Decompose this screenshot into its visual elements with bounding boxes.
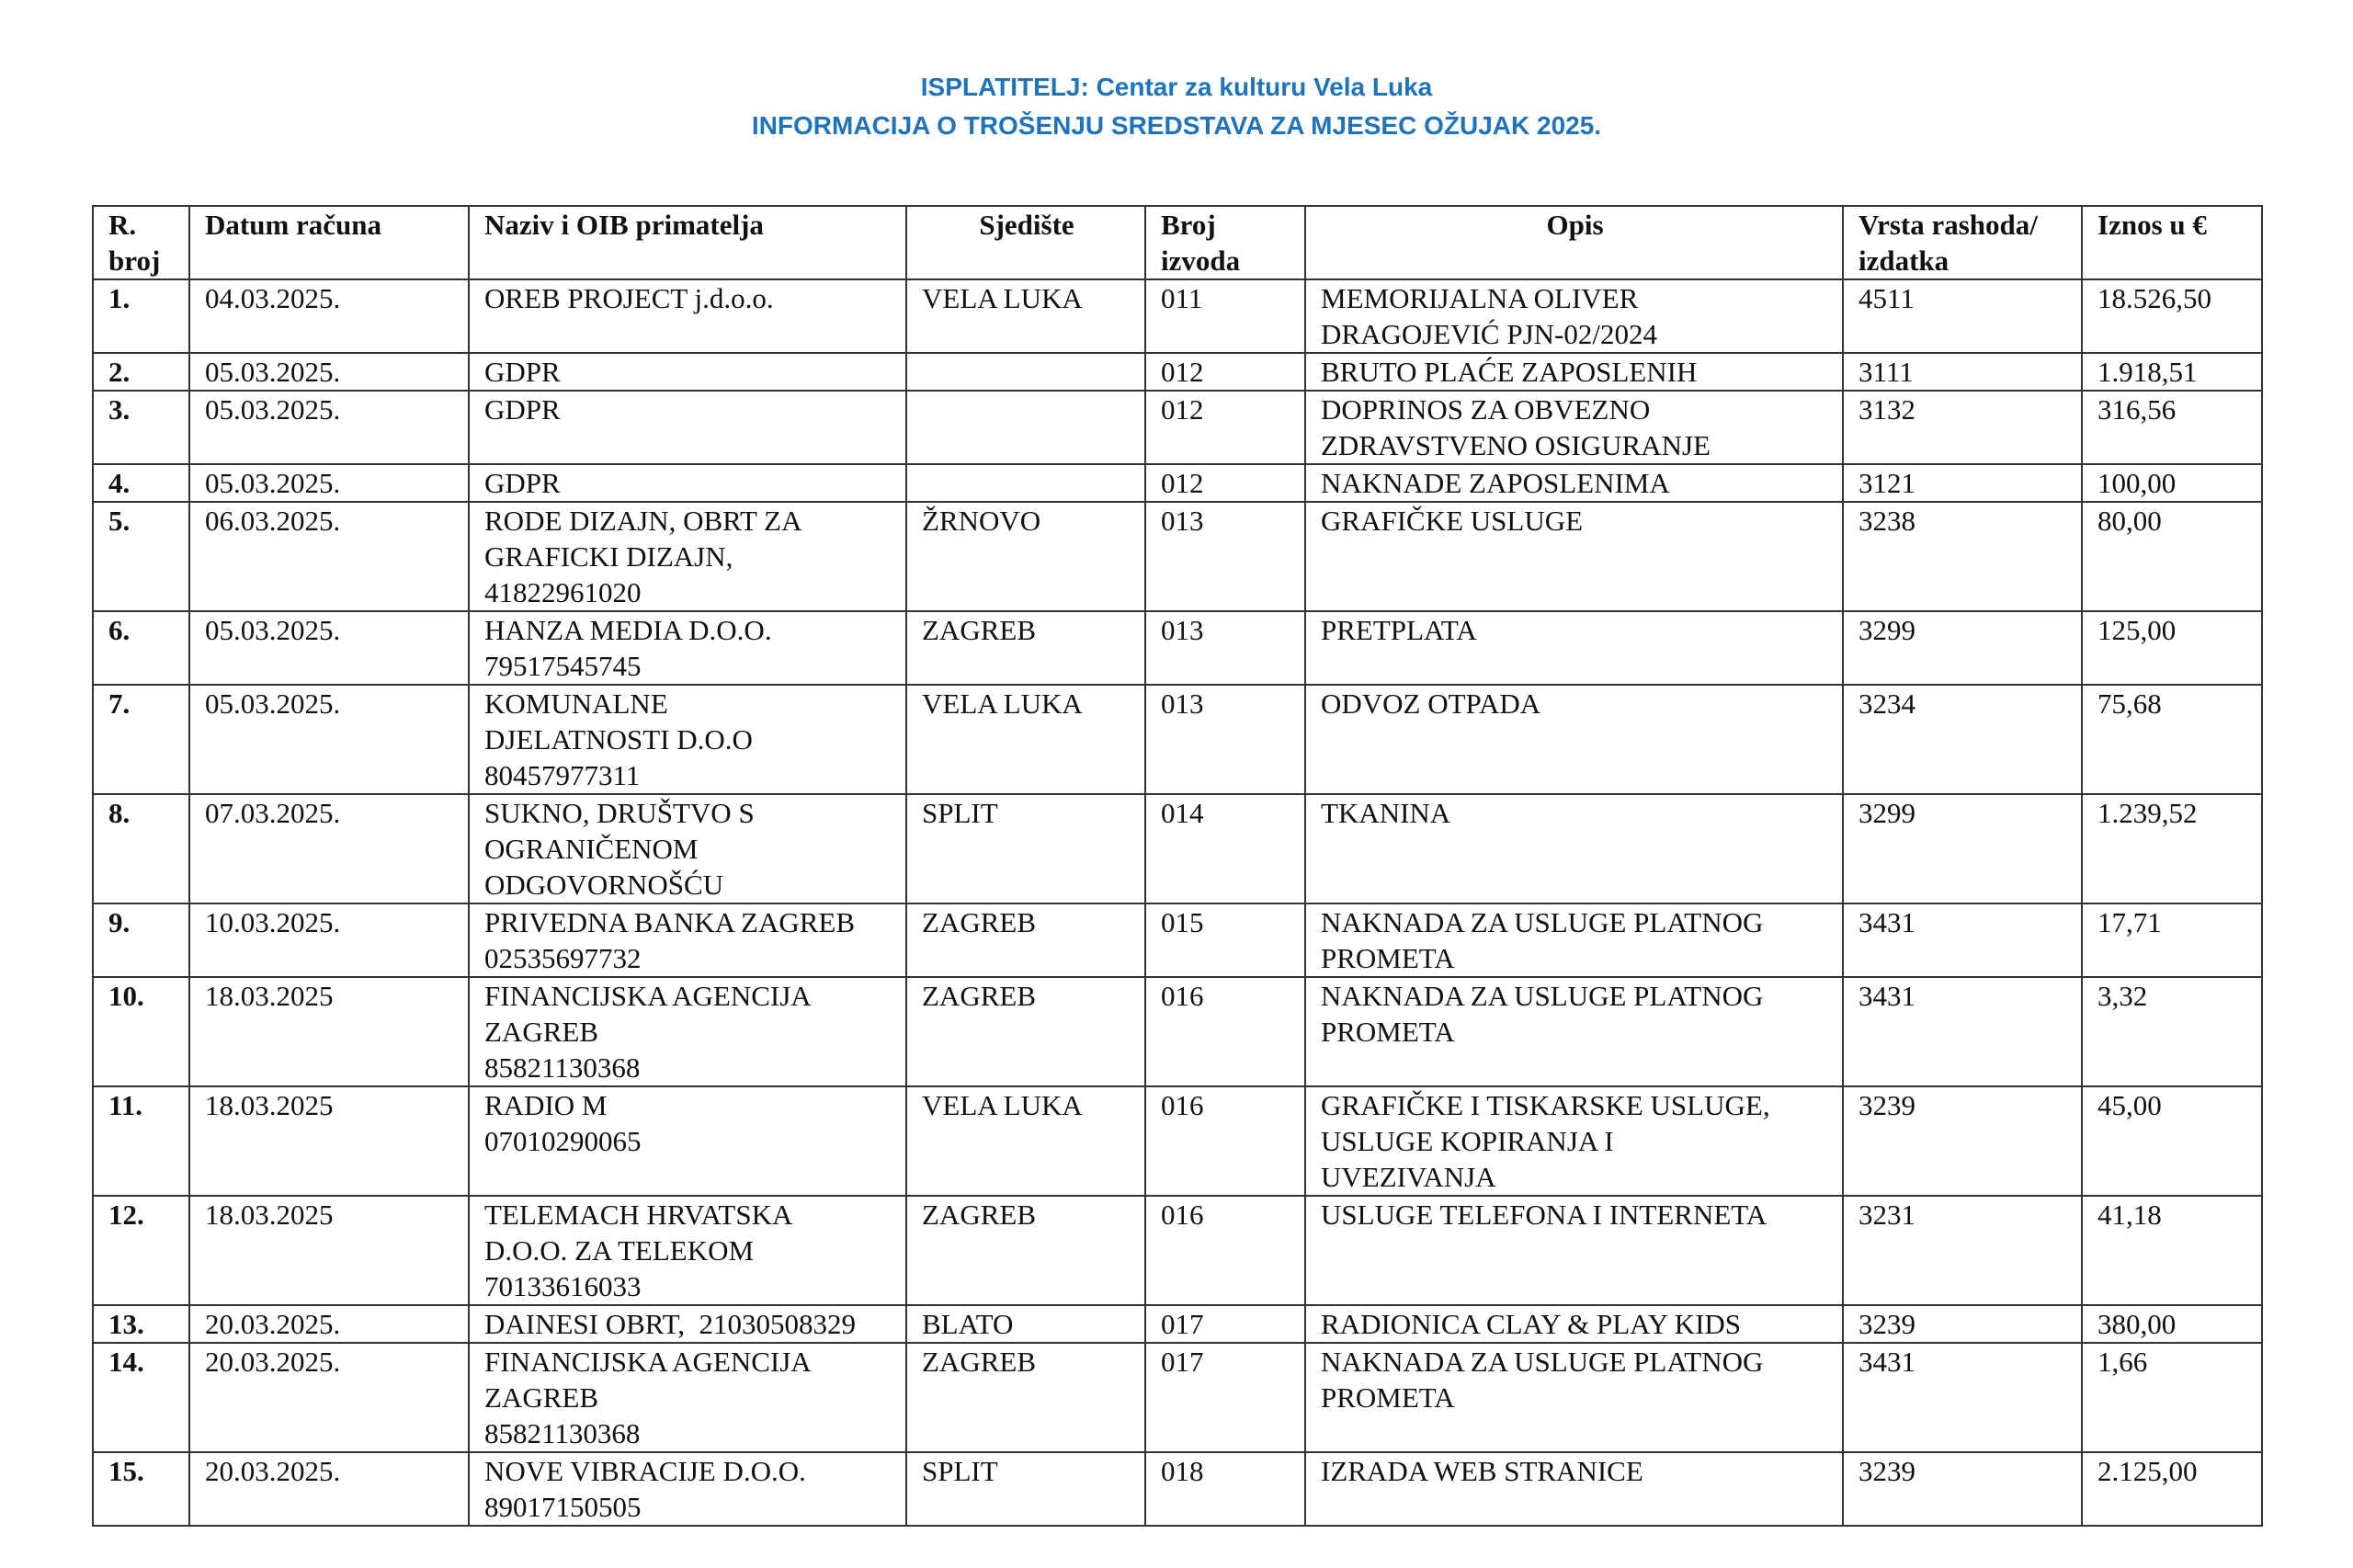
expense-type: 3239 — [1843, 1452, 2082, 1526]
statement-number: 016 — [1145, 1086, 1305, 1196]
amount: 45,00 — [2082, 1086, 2262, 1196]
statement-number: 016 — [1145, 1196, 1305, 1305]
recipient-name-oib: TELEMACH HRVATSKA D.O.O. ZA TELEKOM 70133616033 — [469, 1196, 906, 1305]
row-number: 15. — [93, 1452, 189, 1526]
row-number: 3. — [93, 391, 189, 464]
invoice-date: 20.03.2025. — [189, 1452, 469, 1526]
row-number: 4. — [93, 464, 189, 502]
recipient-seat: ZAGREB — [906, 611, 1145, 685]
statement-number: 012 — [1145, 353, 1305, 391]
table-row — [93, 502, 2262, 611]
amount: 2.125,00 — [2082, 1452, 2262, 1526]
recipient-seat: ZAGREB — [906, 977, 1145, 1086]
description: DOPRINOS ZA OBVEZNO ZDRAVSTVENO OSIGURANJE — [1305, 391, 1843, 464]
row-number: 7. — [93, 685, 189, 794]
amount: 380,00 — [2082, 1305, 2262, 1343]
recipient-name-oib: HANZA MEDIA D.O.O. 79517545745 — [469, 611, 906, 685]
row-number: 11. — [93, 1086, 189, 1196]
recipient-seat: VELA LUKA — [906, 279, 1145, 353]
table-header-row — [93, 206, 2262, 279]
row-number: 9. — [93, 903, 189, 977]
invoice-date: 04.03.2025. — [189, 279, 469, 353]
recipient-name-oib: KOMUNALNE DJELATNOSTI D.O.O 80457977311 — [469, 685, 906, 794]
table-row — [93, 794, 2262, 903]
table-row — [93, 611, 2262, 685]
amount: 1.239,52 — [2082, 794, 2262, 903]
description: NAKNADA ZA USLUGE PLATNOG PROMETA — [1305, 903, 1843, 977]
recipient-seat — [906, 353, 1145, 391]
col-header-date: Datum računa — [189, 206, 469, 279]
report-title: INFORMACIJA O TROŠENJU SREDSTAVA ZA MJESEC OŽUJAK 2025. — [751, 111, 1602, 140]
amount: 17,71 — [2082, 903, 2262, 977]
description: MEMORIJALNA OLIVER DRAGOJEVIĆ PJN-02/2024 — [1305, 279, 1843, 353]
recipient-seat: SPLIT — [906, 794, 1145, 903]
table-row — [93, 903, 2262, 977]
col-header-opis: Opis — [1305, 206, 1843, 279]
expense-type: 3431 — [1843, 1343, 2082, 1452]
description: TKANINA — [1305, 794, 1843, 903]
table-row — [93, 1305, 2262, 1343]
expense-type: 3431 — [1843, 903, 2082, 977]
expense-type: 4511 — [1843, 279, 2082, 353]
table-row — [93, 391, 2262, 464]
recipient-seat — [906, 391, 1145, 464]
expense-type: 3299 — [1843, 611, 2082, 685]
table-row — [93, 1343, 2262, 1452]
amount: 75,68 — [2082, 685, 2262, 794]
description: GRAFIČKE USLUGE — [1305, 502, 1843, 611]
description: USLUGE TELEFONA I INTERNETA — [1305, 1196, 1843, 1305]
description: BRUTO PLAĆE ZAPOSLENIH — [1305, 353, 1843, 391]
invoice-date: 07.03.2025. — [189, 794, 469, 903]
expense-type: 3132 — [1843, 391, 2082, 464]
amount: 3,32 — [2082, 977, 2262, 1086]
expense-type: 3239 — [1843, 1086, 2082, 1196]
statement-number: 012 — [1145, 464, 1305, 502]
col-header-iznos: Iznos u € — [2082, 206, 2262, 279]
invoice-date: 05.03.2025. — [189, 611, 469, 685]
col-header-name: Naziv i OIB primatelja — [469, 206, 906, 279]
invoice-date: 10.03.2025. — [189, 903, 469, 977]
amount: 100,00 — [2082, 464, 2262, 502]
statement-number: 016 — [1145, 977, 1305, 1086]
amount: 125,00 — [2082, 611, 2262, 685]
row-number: 8. — [93, 794, 189, 903]
amount: 80,00 — [2082, 502, 2262, 611]
expense-type: 3121 — [1843, 464, 2082, 502]
amount: 41,18 — [2082, 1196, 2262, 1305]
recipient-name-oib: GDPR — [469, 353, 906, 391]
recipient-seat: ZAGREB — [906, 1343, 1145, 1452]
statement-number: 017 — [1145, 1305, 1305, 1343]
recipient-seat: ZAGREB — [906, 903, 1145, 977]
col-header-izvod: Broj izvoda — [1145, 206, 1305, 279]
recipient-seat: VELA LUKA — [906, 1086, 1145, 1196]
invoice-date: 05.03.2025. — [189, 391, 469, 464]
description: RADIONICA CLAY & PLAY KIDS — [1305, 1305, 1843, 1343]
recipient-seat: BLATO — [906, 1305, 1145, 1343]
description: IZRADA WEB STRANICE — [1305, 1452, 1843, 1526]
col-header-rb: R. broj — [93, 206, 189, 279]
expense-type: 3431 — [1843, 977, 2082, 1086]
amount: 1,66 — [2082, 1343, 2262, 1452]
invoice-date: 05.03.2025. — [189, 464, 469, 502]
expense-type: 3239 — [1843, 1305, 2082, 1343]
statement-number: 013 — [1145, 502, 1305, 611]
table-row — [93, 977, 2262, 1086]
recipient-name-oib: GDPR — [469, 391, 906, 464]
recipient-name-oib: RODE DIZAJN, OBRT ZA GRAFICKI DIZAJN, 41822961020 — [469, 502, 906, 611]
invoice-date: 05.03.2025. — [189, 685, 469, 794]
row-number: 14. — [93, 1343, 189, 1452]
recipient-name-oib: OREB PROJECT j.d.o.o. — [469, 279, 906, 353]
table-body — [93, 279, 2262, 1526]
expense-type: 3234 — [1843, 685, 2082, 794]
recipient-seat: VELA LUKA — [906, 685, 1145, 794]
expenditure-table — [92, 205, 2263, 1527]
expense-type: 3111 — [1843, 353, 2082, 391]
recipient-seat: SPLIT — [906, 1452, 1145, 1526]
description: NAKNADA ZA USLUGE PLATNOG PROMETA — [1305, 1343, 1843, 1452]
recipient-name-oib: FINANCIJSKA AGENCIJA ZAGREB 85821130368 — [469, 977, 906, 1086]
statement-number: 015 — [1145, 903, 1305, 977]
row-number: 5. — [93, 502, 189, 611]
invoice-date: 18.03.2025 — [189, 1196, 469, 1305]
invoice-date: 18.03.2025 — [189, 977, 469, 1086]
description: NAKNADA ZA USLUGE PLATNOG PROMETA — [1305, 977, 1843, 1086]
statement-number: 018 — [1145, 1452, 1305, 1526]
recipient-name-oib: PRIVEDNA BANKA ZAGREB 02535697732 — [469, 903, 906, 977]
row-number: 6. — [93, 611, 189, 685]
recipient-name-oib: GDPR — [469, 464, 906, 502]
expense-type: 3299 — [1843, 794, 2082, 903]
description: ODVOZ OTPADA — [1305, 685, 1843, 794]
row-number: 10. — [93, 977, 189, 1086]
statement-number: 011 — [1145, 279, 1305, 353]
table-row — [93, 1086, 2262, 1196]
recipient-name-oib: RADIO M 07010290065 — [469, 1086, 906, 1196]
description: NAKNADE ZAPOSLENIMA — [1305, 464, 1843, 502]
table-row — [93, 1452, 2262, 1526]
amount: 18.526,50 — [2082, 279, 2262, 353]
expense-type: 3231 — [1843, 1196, 2082, 1305]
table-row — [93, 353, 2262, 391]
statement-number: 013 — [1145, 685, 1305, 794]
description: GRAFIČKE I TISKARSKE USLUGE, USLUGE KOPIRANJA I UVEZIVANJA — [1305, 1086, 1843, 1196]
row-number: 13. — [93, 1305, 189, 1343]
recipient-seat: ŽRNOVO — [906, 502, 1145, 611]
invoice-date: 06.03.2025. — [189, 502, 469, 611]
row-number: 1. — [93, 279, 189, 353]
recipient-seat — [906, 464, 1145, 502]
amount: 316,56 — [2082, 391, 2262, 464]
recipient-seat: ZAGREB — [906, 1196, 1145, 1305]
amount: 1.918,51 — [2082, 353, 2262, 391]
recipient-name-oib: SUKNO, DRUŠTVO S OGRANIČENOM ODGOVORNOŠĆU — [469, 794, 906, 903]
invoice-date: 05.03.2025. — [189, 353, 469, 391]
col-header-seat: Sjedište — [906, 206, 1145, 279]
invoice-date: 20.03.2025. — [189, 1343, 469, 1452]
col-header-vrsta: Vrsta rashoda/ izdatka — [1843, 206, 2082, 279]
table-row — [93, 685, 2262, 794]
payer-title: ISPLATITELJ: Centar za kulturu Vela Luka — [920, 73, 1433, 101]
invoice-date: 18.03.2025 — [189, 1086, 469, 1196]
recipient-name-oib: DAINESI OBRT, 21030508329 — [469, 1305, 906, 1343]
document-heading — [0, 68, 2353, 145]
table-row — [93, 1196, 2262, 1305]
table-row — [93, 279, 2262, 353]
table-row — [93, 464, 2262, 502]
description: PRETPLATA — [1305, 611, 1843, 685]
recipient-name-oib: FINANCIJSKA AGENCIJA ZAGREB 85821130368 — [469, 1343, 906, 1452]
row-number: 12. — [93, 1196, 189, 1305]
statement-number: 012 — [1145, 391, 1305, 464]
statement-number: 014 — [1145, 794, 1305, 903]
invoice-date: 20.03.2025. — [189, 1305, 469, 1343]
statement-number: 013 — [1145, 611, 1305, 685]
statement-number: 017 — [1145, 1343, 1305, 1452]
row-number: 2. — [93, 353, 189, 391]
expense-type: 3238 — [1843, 502, 2082, 611]
recipient-name-oib: NOVE VIBRACIJE D.O.O. 89017150505 — [469, 1452, 906, 1526]
